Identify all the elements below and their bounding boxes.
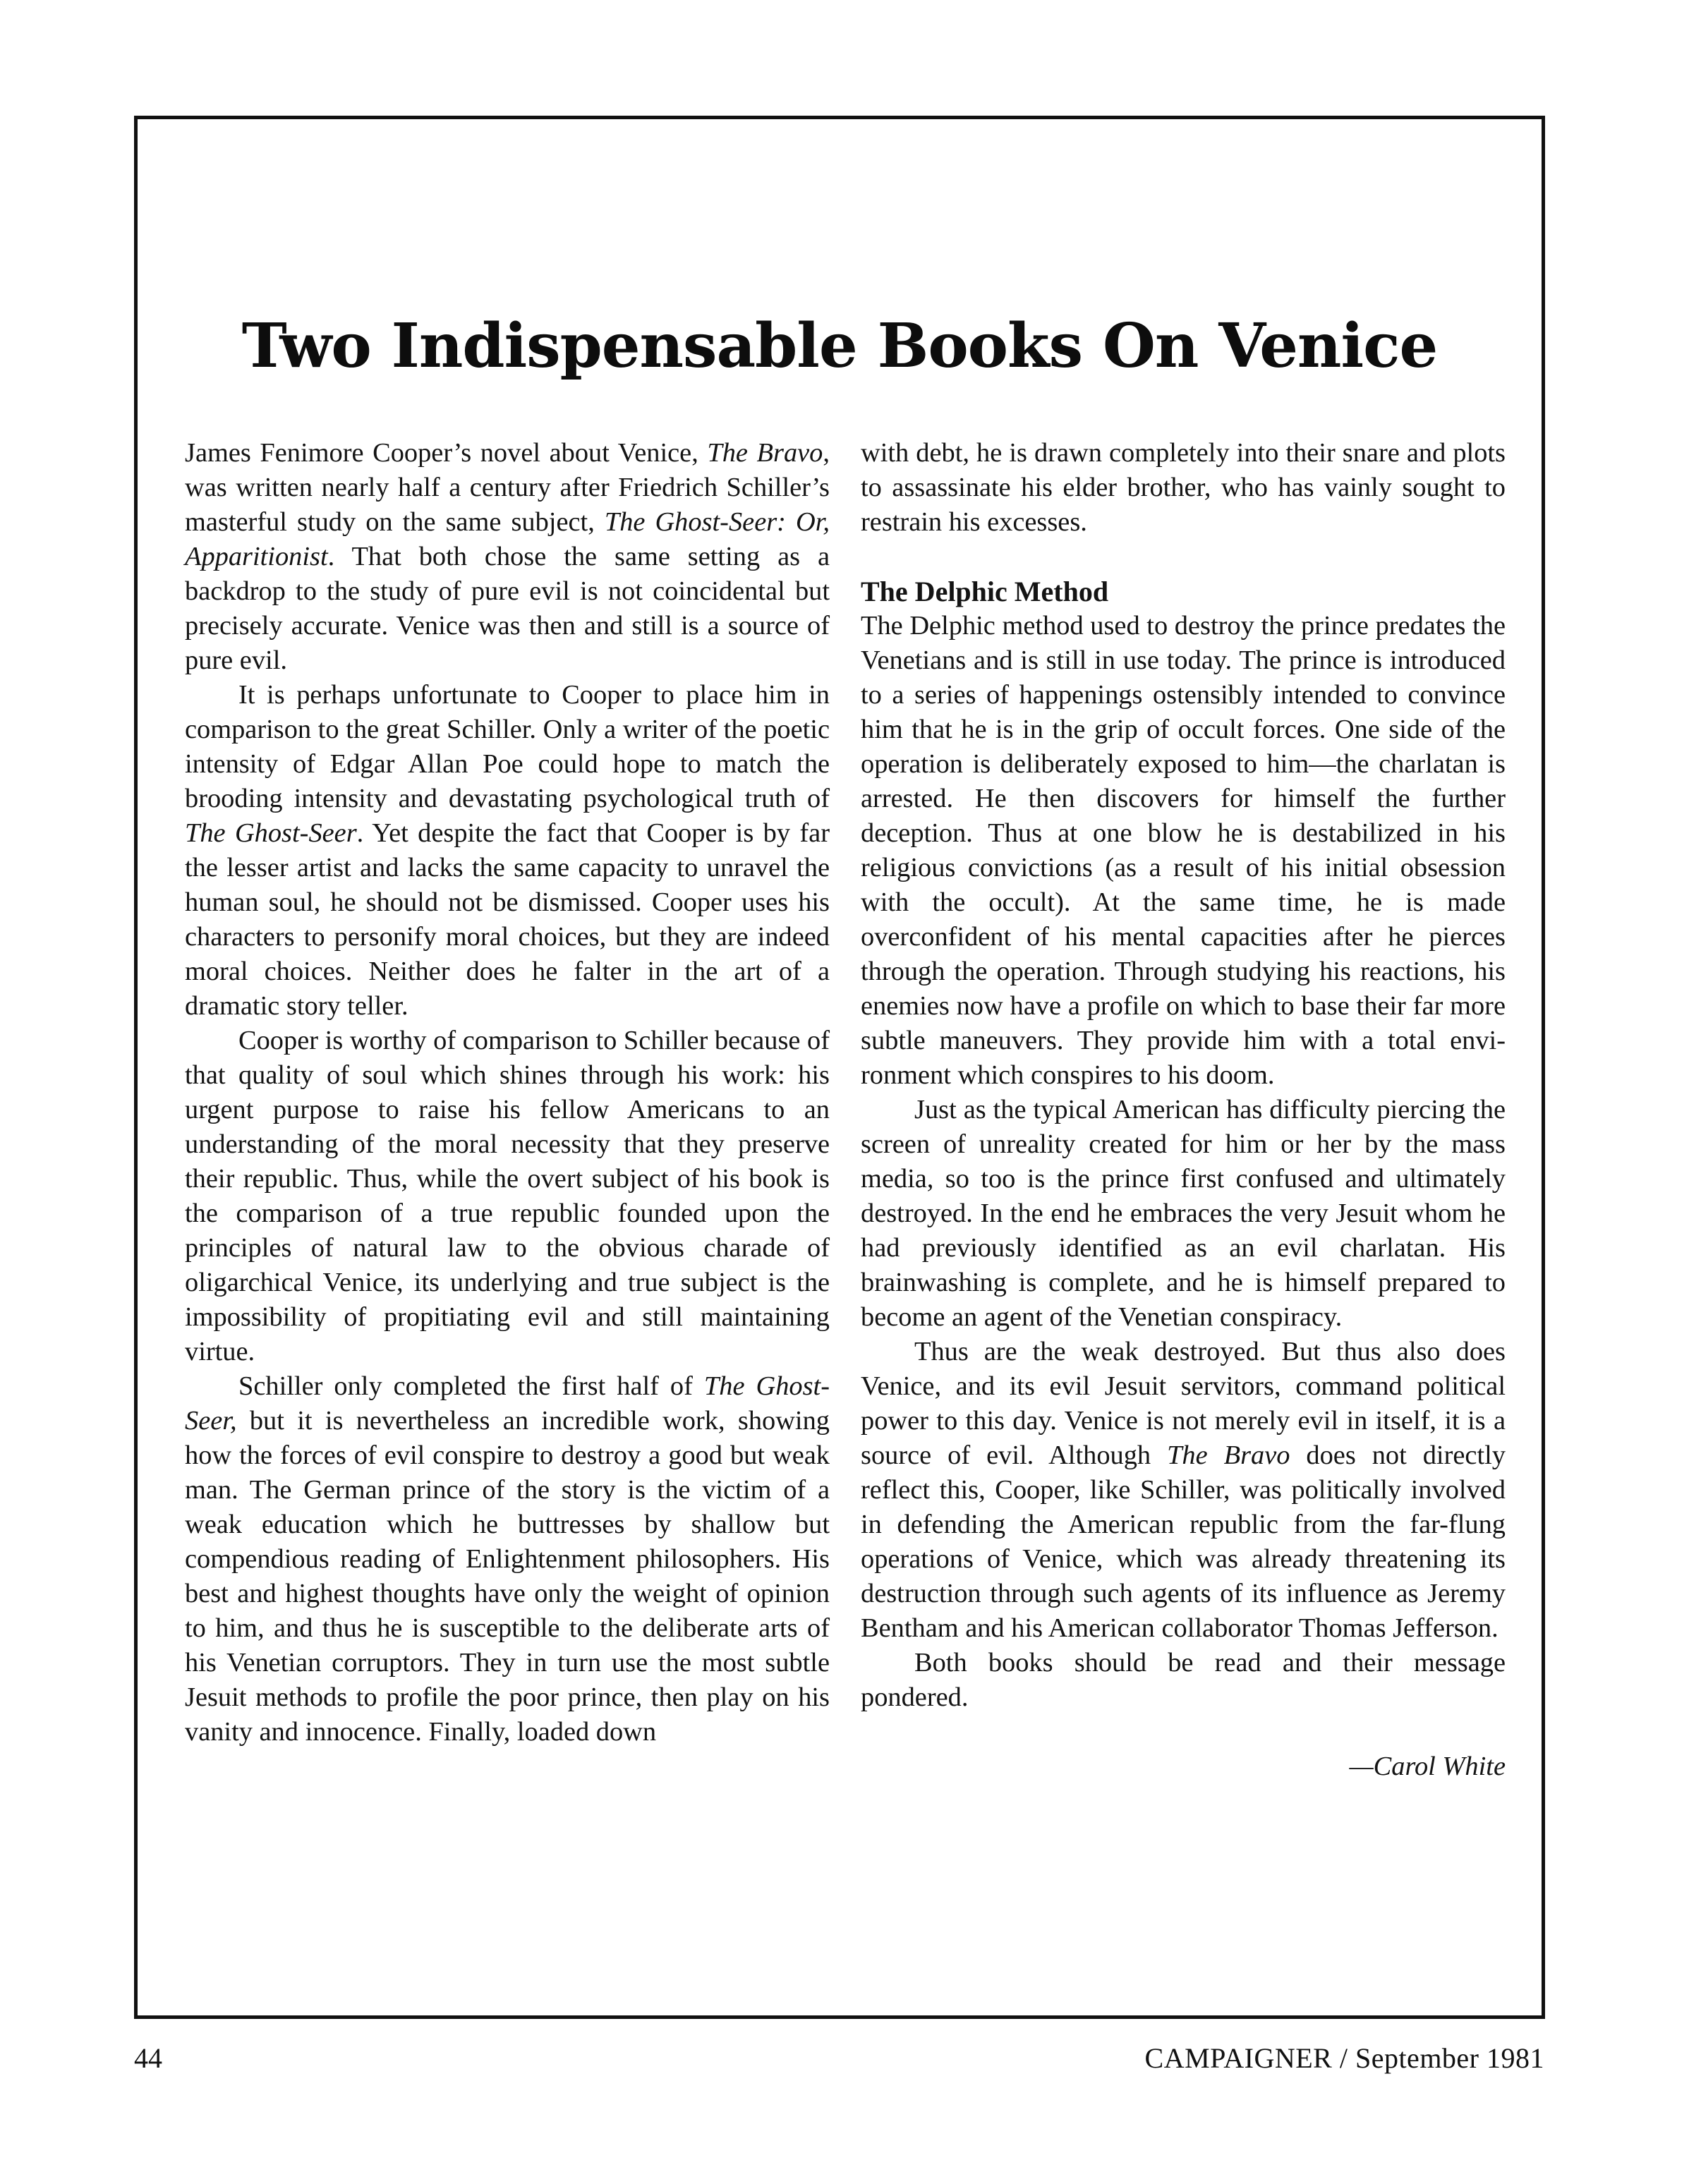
author-signature: —Carol White [1349,1752,1506,1781]
paragraph: Thus are the weak destroyed. But thus also does Venice, and its evil Jesuit servitors, command political power to this day. Venice is not merely evil in itself, it is a source of evil. Although The Bravo does not directly reflect this, Cooper, like Schiller, was politically involved in defending the American republic from the far-flung operations of Venice, which was already threatening its destruction through such agents of its influence as Jeremy Bentham and his American collaborator Thomas Jefferson. [861,1337,1506,1643]
book-title: The Bravo [707,438,823,468]
paragraph: Just as the typical American has difficulty piercing the screen of unreality created for him or her by the mass media, so too is the prince first confused and ultimately destroyed. In the end he embraces the very Jesuit whom he had previously identified as an evil charlatan. His brainwashing is complete, and he is himself prepared to become an agent of the Venetian conspiracy. [861,1095,1506,1332]
left-column [185,436,830,1749]
paragraph: It is perhaps unfortunate to Cooper to place him in comparison to the great Schiller. Only a writer of the poetic intensity of Edgar Allan Poe could hope to match the brooding intensity and devastating psychological truth of The Ghost-Seer. Yet despite the fact that Cooper is by far the lesser artist and lacks the same capacity to unravel the human soul, he should not be dismissed. Cooper uses his characters to personify moral choices, but they are indeed moral choices. Neither does he falter in the art of a dramatic story teller. [185,680,830,1021]
book-title: The Ghost-Seer, [185,1371,830,1436]
paragraph: The Delphic method used to destroy the prince predates the Venetians and is still in use today. The prince is introduced to a series of happenings ostensibly intended to convince him that he is in the grip of occult forces. One side of the operation is deliberately exposed to him—the charlatan is arrested. He then discovers for himself the further deception. Thus at one blow he is destabilized in his religious convictions (as a result of his initial obsession with the occult). At the same time, he is made overconfident of his mental capacities after he pierces through the operation. Through studying his reactions, his enemies now have a profile on which to base their far more subtle maneuvers. They provide him with a total environment which conspires to his doom. [861,611,1506,1090]
paragraph: James Fenimore Cooper’s novel about Venice, The Bravo, was written nearly half a century after Friedrich Schiller’s masterful study on the same subject, The Ghost-Seer: Or, Apparitionist. That both chose the same setting as a backdrop to the study of pure evil is not coincidental but precisely accurate. Venice was then and still is a source of pure evil. [185,438,830,675]
right-column [861,436,1506,1784]
book-title: The Ghost-Seer [185,818,357,848]
paragraph: with debt, he is drawn completely into their snare and plots to assassinate his elder brother, who has vainly sought to restrain his excesses. [861,438,1506,537]
publication-info: CAMPAIGNER / September 1981 [1144,2042,1544,2074]
paragraph: Cooper is worthy of comparison to Schiller because of that quality of soul which shines through his work: his urgent purpose to raise his fellow Americans to an understanding of the moral necessity that they preserve their republic. Thus, while the overt subject of his book is the comparison of a true republic founded upon the principles of natural law to the obvious charade of oligarchical Venice, its underlying and true subject is the impossibility of propitiating evil and still maintaining virtue. [185,1026,830,1366]
paragraph: Schiller only completed the first half of The Ghost-Seer, but it is nevertheless an incredible work, showing how the forces of evil conspire to destroy a good but weak man. The German prince of the story is the victim of a weak education which he buttresses by shallow but compendious reading of Enlightenment philosophers. His best and highest thoughts have only the weight of opinion to him, and thus he is susceptible to the deliberate arts of his Venetian corruptors. They in turn use the most subtle Jesuit methods to profile the poor prince, then play on his vanity and innocence. Finally, loaded down [185,1371,830,1747]
paragraph: Both books should be read and their message pondered. [861,1648,1506,1712]
page-number: 44 [134,2042,162,2074]
book-title: The Bravo [1167,1440,1290,1470]
article-title: Two Indispensable Books On Venice [241,310,1438,382]
book-title: The Ghost-Seer: Or, Apparitionist [185,507,830,571]
section-heading: The Delphic Method [861,576,1109,607]
